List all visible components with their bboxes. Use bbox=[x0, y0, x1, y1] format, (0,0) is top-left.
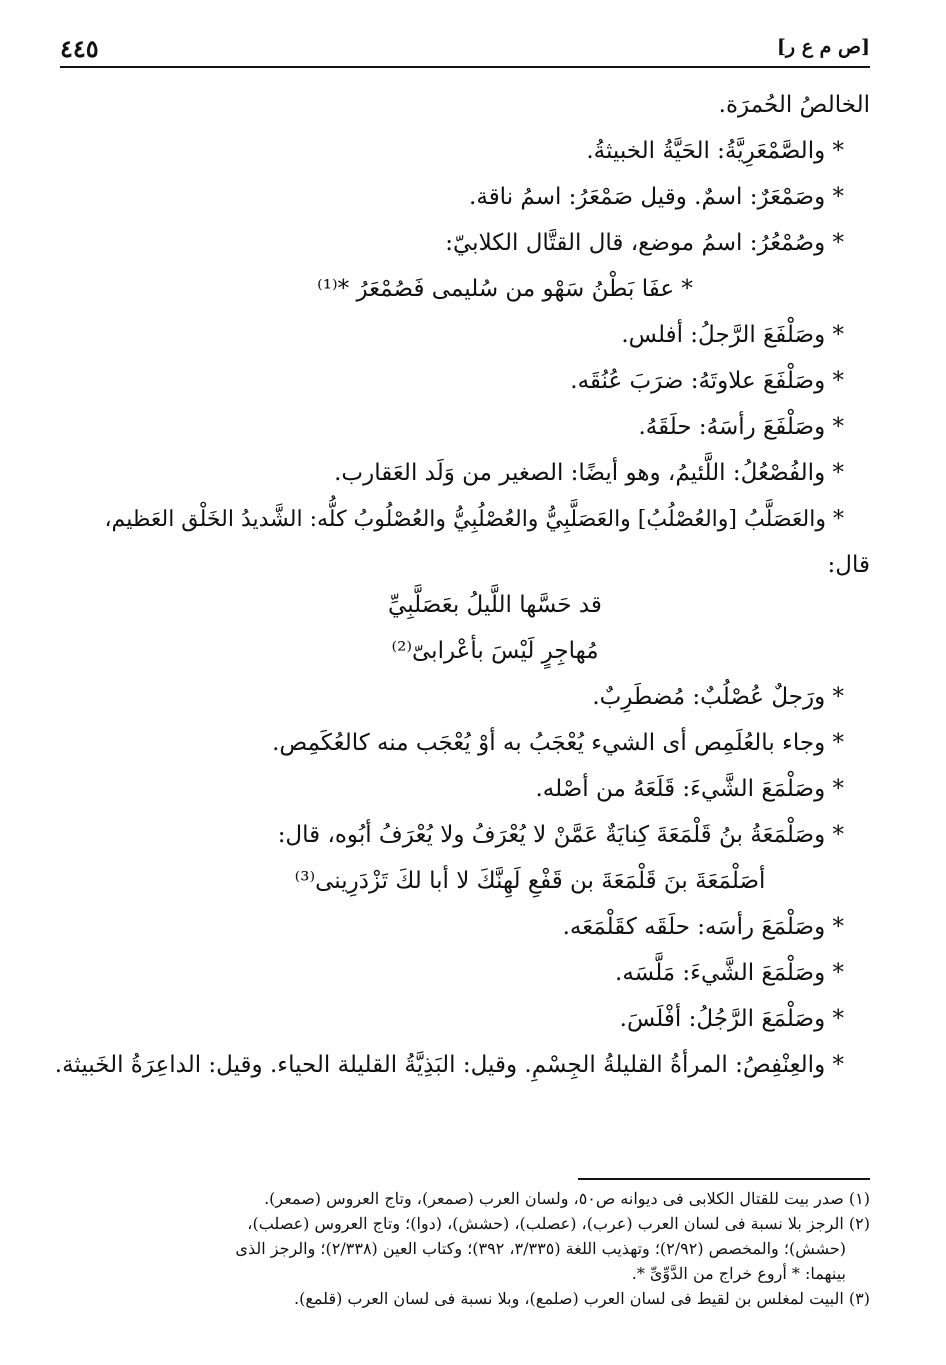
entry-line: * والعِنْفِصُ: المرأةُ القليلةُ الجِسْمِ. وقيل: البَذِيَّةُ القليلة الحياء. وقيل: الداعِرَةُ الخَبيثة. bbox=[54, 1052, 844, 1078]
page bbox=[54, 30, 870, 1340]
entry-line: * والصَّمْعَرِيَّةُ: الحَيَّةُ الخبيثةُ. bbox=[586, 138, 844, 164]
entry-line: * وصَلْفَعَ رأسَهُ: حلَقَهُ. bbox=[638, 414, 844, 440]
root-heading: [ص م ع ر] bbox=[776, 36, 870, 58]
verse-line: مُهاجِرٍ لَيْسَ بأعْرابىّ⁽²⁾ bbox=[391, 638, 599, 664]
verse-line: أصَلْمَعَةَ بنَ قَلْمَعَةَ بن قَفْعِ لَهِنَّكَ لا أبا لكَ تَزْدَرِينى⁽³⁾ bbox=[294, 868, 766, 894]
page-number: ٤٤٥ bbox=[60, 34, 99, 63]
verse-line: * عفَا بَطْنُ سَهْو من سُليمى فَصُمْعَرُ *⁽¹⁾ bbox=[317, 276, 693, 302]
footnotes bbox=[60, 1186, 870, 1311]
entry-line: * وصَلْمَعَةُ بنُ قَلْمَعَةَ كِنايَةٌ عَمَّنْ لا يُعْرَفُ ولا يُعْرَفُ أبُوه، قال: bbox=[277, 822, 844, 848]
footnote: (١) صدر بيت للقتال الكلابى فى ديوانه ص٥٠، ولسان العرب (صمعر)، وتاج العروس (صمعر). bbox=[264, 1189, 870, 1208]
entry-line: * وصَلْمَعَ رأسَه: حلَقَه كقَلْمَعَه. bbox=[562, 914, 844, 940]
footnote-continuation: (حشش)؛ والمخصص (٢/٩٢)؛ وتهذيب اللغة (٣/٣٣٥، ٣٩٢)؛ وكتاب العين (٢/٣٣٨)؛ والرجز الذى bbox=[235, 1239, 846, 1258]
entry-line: * وصَلْمَعَ الشَّيءَ: مَلَّسَه. bbox=[615, 960, 844, 986]
entry-line: * وصَلْمَعَ الشَّيءَ: قَلَعَهُ من أصْله. bbox=[535, 776, 844, 802]
footnote: (٢) الرجز بلا نسبة فى لسان العرب (عرب)، (عصلب)، (حشش)، (دوا)؛ وتاج العروس (عصلب)، bbox=[247, 1214, 870, 1233]
entry-line: * ورَجلٌ عُصْلُبٌ: مُضطَرِبٌ. bbox=[592, 684, 844, 710]
footnote-separator bbox=[578, 1178, 870, 1180]
entry-line: * وصَلْفَعَ علاوتَهُ: ضرَبَ عُنُقَه. bbox=[570, 368, 844, 394]
entry-line: * والفُصْعُلُ: اللَّئيمُ، وهو أيضًا: الصغير من وَلَد العَقارب. bbox=[334, 460, 844, 486]
verse-line: قد حَسَّها اللَّيلُ بعَصَلَّبِيِّ bbox=[388, 592, 602, 618]
text-line: الخالصُ الحُمرَة. bbox=[718, 92, 870, 118]
entry-line: * وصُمْعُرُ: اسمُ موضع، قال القتَّال الكلابيّ: bbox=[445, 230, 844, 256]
entry-line: * وصَلْفَعَ الرَّجلُ: أفلس. bbox=[621, 322, 844, 348]
footnote-continuation: بينهما: * أروع خراج من الدَّوِّىِّ *. bbox=[631, 1264, 846, 1283]
entry-line: * وصَمْعَرٌ: اسمٌ. وقيل صَمْعَرُ: اسمُ ناقة. bbox=[469, 184, 844, 210]
entry-line: * والعَصَلَّبُ [والعُصْلُبُ] والعَصَلَّبِيُّ والعُصْلُبِيُّ والعُصْلُوبُ كلُّه: الشَّديدُ الخَلْق العَظيم، bbox=[104, 507, 844, 532]
entry-line: * وصَلْمَعَ الرَّجُلُ: أفْلَسَ. bbox=[619, 1006, 844, 1032]
entry-line: * وجاء بالعُلَمِص أى الشيء يُعْجَبُ به أوْ يُعْجَب منه كالعُكَمِص. bbox=[272, 730, 844, 756]
text-line: قال: bbox=[827, 552, 870, 578]
main-text bbox=[54, 90, 870, 1096]
page-header bbox=[60, 30, 870, 68]
footnote: (٣) البيت لمغلس بن لقيط فى لسان العرب (صلمع)، وبلا نسبة فى لسان العرب (قلمع). bbox=[294, 1289, 870, 1308]
